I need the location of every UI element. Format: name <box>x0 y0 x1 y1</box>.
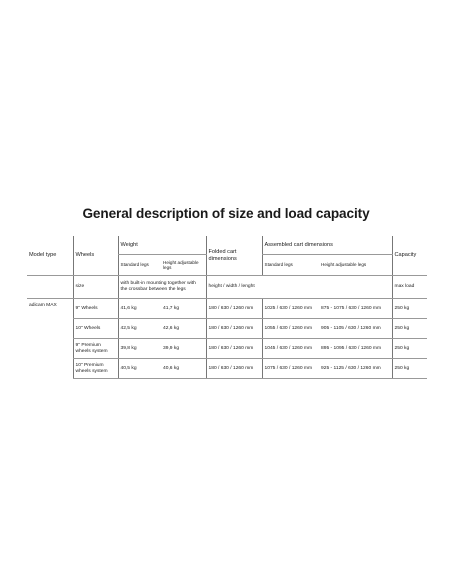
cell-assembled-adjustable: 925 - 1125 / 630 / 1260 mm <box>319 359 392 379</box>
cell-assembled-standard: 1075 / 630 / 1260 mm <box>262 359 319 379</box>
table-row <box>27 339 427 359</box>
subheader-assembled-standard-legs: Standard legs <box>262 255 319 276</box>
header-assembled-dimensions: Assembled cart dimensions <box>262 236 392 255</box>
cell-weight-adjustable: 41,7 kg <box>161 299 206 319</box>
cell-wheels: 10" Wheels <box>73 319 118 339</box>
units-wheels: size <box>73 276 118 299</box>
cell-weight-standard: 41,6 kg <box>118 299 161 319</box>
cell-capacity: 250 kg <box>392 299 427 319</box>
header-capacity: Capacity <box>392 236 427 276</box>
units-capacity: max load <box>392 276 427 299</box>
cell-weight-standard: 39,8 kg <box>118 339 161 359</box>
model-name: adicam MAX <box>29 303 57 308</box>
cell-capacity: 250 kg <box>392 339 427 359</box>
page-title: General description of size and load capacity <box>82 206 370 221</box>
cell-folded: 180 / 630 / 1260 mm <box>206 319 262 339</box>
cell-folded: 180 / 630 / 1260 mm <box>206 359 262 379</box>
cell-wheels: 9" Wheels <box>73 299 118 319</box>
cell-wheels: 10" Premium wheels system <box>73 359 118 379</box>
header-weight: Weight <box>118 236 206 255</box>
table-row <box>27 299 427 319</box>
cell-assembled-adjustable: 895 - 1095 / 630 / 1260 mm <box>319 339 392 359</box>
units-row <box>27 276 427 299</box>
header-wheels: Wheels <box>73 236 118 276</box>
units-weight: with built-in mounting together with the crossbar between the legs <box>118 276 206 299</box>
cell-assembled-adjustable: 875 - 1075 / 630 / 1260 mm <box>319 299 392 319</box>
units-dimensions: height / width / lenght <box>206 276 392 299</box>
table-row <box>27 319 427 339</box>
spec-table <box>27 236 427 379</box>
cell-weight-adjustable: 39,9 kg <box>161 339 206 359</box>
cell-assembled-standard: 1055 / 630 / 1260 mm <box>262 319 319 339</box>
cell-wheels: 9" Premium wheels system <box>73 339 118 359</box>
cell-weight-adjustable: 42,6 kg <box>161 319 206 339</box>
header-model-type: Model type <box>27 236 73 276</box>
header-row <box>27 236 427 255</box>
cell-folded: 180 / 630 / 1260 mm <box>206 339 262 359</box>
cell-weight-adjustable: 40,6 kg <box>161 359 206 379</box>
table-row <box>27 359 427 379</box>
cell-assembled-standard: 1025 / 630 / 1260 mm <box>262 299 319 319</box>
units-model-blank <box>27 276 73 299</box>
cell-assembled-standard: 1045 / 630 / 1260 mm <box>262 339 319 359</box>
cell-folded: 180 / 630 / 1260 mm <box>206 299 262 319</box>
cell-assembled-adjustable: 905 - 1105 / 630 / 1260 mm <box>319 319 392 339</box>
cell-weight-standard: 40,5 kg <box>118 359 161 379</box>
subheader-weight-height-adjustable-legs: Height adjustable legs <box>161 255 206 276</box>
subheader-weight-standard-legs: Standard legs <box>118 255 161 276</box>
header-folded-dimensions: Folded cart dimensions <box>206 236 262 276</box>
cell-capacity: 250 kg <box>392 359 427 379</box>
cell-weight-standard: 42,5 kg <box>118 319 161 339</box>
subheader-assembled-height-adjustable-legs: Height adjustable legs <box>319 255 392 276</box>
cell-capacity: 250 kg <box>392 319 427 339</box>
